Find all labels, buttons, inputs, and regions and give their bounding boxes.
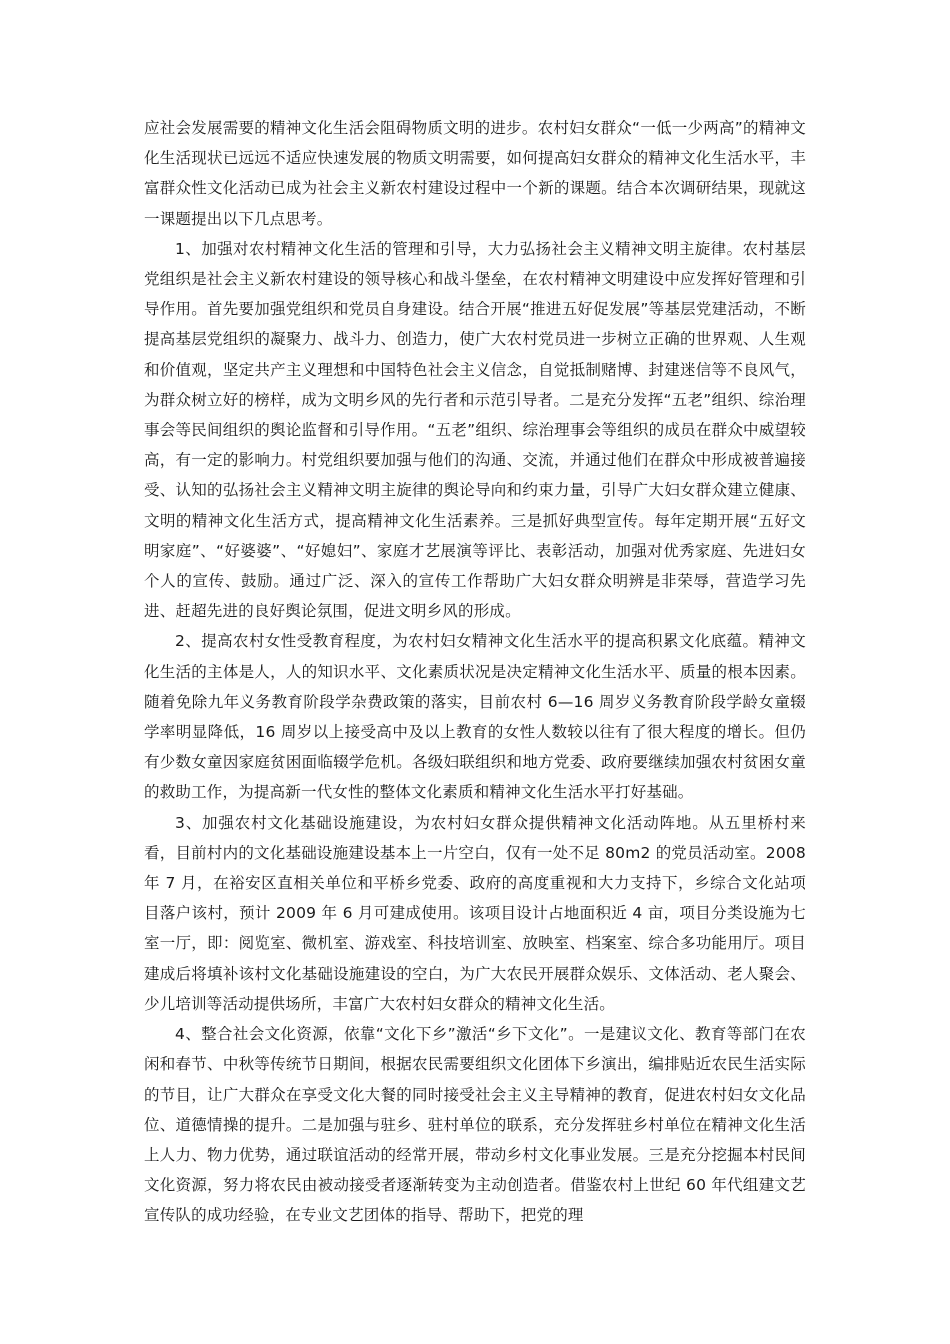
paragraph-continuation: 应社会发展需要的精神文化生活会阻碍物质文明的进步。农村妇女群众“一低一少两高”的精神文化生活现状已远远不适应快速发展的物质文明需要，如何提高妇女群众的精神文化生活水平，丰富群众性文化活动已成为社会主义新农村建设过程中一个新的课题。结合本次调研结果，现就这一课题提出以下几点思考。 [144, 119, 806, 228]
paragraph-point-1: 1、加强对农村精神文化生活的管理和引导，大力弘扬社会主义精神文明主旋律。农村基层党组织是社会主义新农村建设的领导核心和战斗堡垒，在农村精神文明建设中应发挥好管理和引导作用。首先要加强党组织和党员自身建设。结合开展“推进五好促发展”等基层党建活动，不断提高基层党组织的凝聚力、战斗力、创造力，使广大农村党员进一步树立正确的世界观、人生观和价值观，坚定共产主义理想和中国特色社会主义信念，自觉抵制赌博、封建迷信等不良风气，为群众树立好的榜样，成为文明乡风的先行者和示范引导者。二是充分发挥“五老”组织、综治理事会等民间组织的舆论监督和引导作用。“五老”组织、综治理事会等组织的成员在群众中威望较高，有一定的影响力。村党组织要加强与他们的沟通、交流，并通过他们在群众中形成被普遍接受、认知的弘扬社会主义精神文明主旋律的舆论导向和约束力量，引导广大妇女群众建立健康、文明的精神文化生活方式，提高精神文化生活素养。三是抓好典型宣传。每年定期开展“五好文明家庭”、“好婆婆”、“好媳妇”、家庭才艺展演等评比、表彰活动，加强对优秀家庭、先进妇女个人的宣传、鼓励。通过广泛、深入的宣传工作帮助广大妇女群众明辨是非荣辱，营造学习先进、赶超先进的良好舆论氛围，促进文明乡风的形成。 [144, 239, 806, 621]
paragraph-point-2: 2、提高农村女性受教育程度，为农村妇女精神文化生活水平的提高积累文化底蕴。精神文化生活的主体是人，人的知识水平、文化素质状况是决定精神文化生活水平、质量的根本因素。随着免除九年义务教育阶段学杂费政策的落实，目前农村 6—16 周岁义务教育阶段学龄女童辍学率明显降低，16 周岁以上接受高中及以上教育的女性人数较以往有了很大程度的增长。但仍有少数女童因家庭贫困面临辍学危机。各级妇联组织和地方党委、政府要继续加强农村贫困女童的救助工作，为提高新一代女性的整体文化素质和精神文化生活水平打好基础。 [144, 632, 806, 802]
document-body [144, 113, 806, 1231]
paragraph-point-3: 3、加强农村文化基础设施建设，为农村妇女群众提供精神文化活动阵地。从五里桥村来看，目前村内的文化基础设施建设基本上一片空白，仅有一处不足 80m2 的党员活动室。2008 年 7 月，在裕安区直相关单位和平桥乡党委、政府的高度重视和大力支持下，乡综合文化站项目落户该村，预计 2009 年 6 月可建成使用。该项目设计占地面积近 4 亩，项目分类设施为七室一厅，即：阅览室、微机室、游戏室、科技培训室、放映室、档案室、综合多功能用厅。项目建成后将填补该村文化基础设施建设的空白，为广大农民开展群众娱乐、文体活动、老人聚会、少儿培训等活动提供场所，丰富广大农村妇女群众的精神文化生活。 [144, 813, 806, 1013]
paragraph-point-4: 4、整合社会文化资源，依靠“文化下乡”激活“乡下文化”。一是建议文化、教育等部门在农闲和春节、中秋等传统节日期间，根据农民需要组织文化团体下乡演出，编排贴近农民生活实际的节目，让广大群众在享受文化大餐的同时接受社会主义主导精神的教育，促进农村妇女文化品位、道德情操的提升。二是加强与驻乡、驻村单位的联系，充分发挥驻乡村单位在精神文化生活上人力、物力优势，通过联谊活动的经常开展，带动乡村文化事业发展。三是充分挖掘本村民间文化资源，努力将农民由被动接受者逐渐转变为主动创造者。借鉴农村上世纪 60 年代组建文艺宣传队的成功经验，在专业文艺团体的指导、帮助下，把党的理 [144, 1025, 806, 1225]
